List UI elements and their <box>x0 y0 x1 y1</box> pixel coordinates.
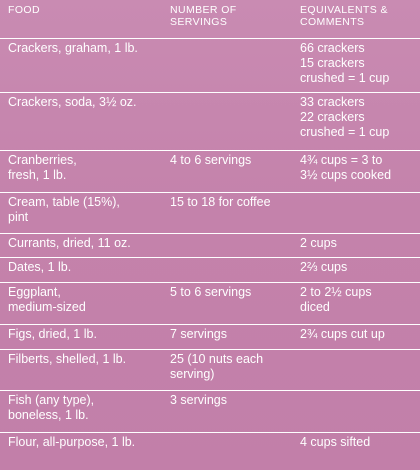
table-body <box>0 38 420 470</box>
servings-cell: 3 servings <box>170 393 227 407</box>
table-row <box>0 432 420 470</box>
food-cell: Crackers, soda, 3½ oz. <box>8 95 137 109</box>
servings-cell: 15 to 18 for coffee <box>170 195 271 209</box>
food-cell: Currants, dried, 11 oz. <box>8 236 131 250</box>
table-row <box>0 282 420 324</box>
servings-cell: 7 servings <box>170 327 227 341</box>
equivalents-cell: 2¾ cups cut up <box>300 327 385 341</box>
equivalents-cell: 33 crackers 22 crackers crushed = 1 cup <box>300 95 390 139</box>
food-cell: Cream, table (15%), pint <box>8 195 120 224</box>
food-cell: Crackers, graham, 1 lb. <box>8 41 138 55</box>
header-servings: NUMBER OF SERVINGS <box>170 4 237 28</box>
table-row <box>0 92 420 150</box>
food-cell: Cranberries, fresh, 1 lb. <box>8 153 77 182</box>
equivalents-cell: 4¾ cups = 3 to 3½ cups cooked <box>300 153 392 182</box>
equivalents-cell: 2 to 2½ cups diced <box>300 285 372 314</box>
table-row <box>0 324 420 349</box>
table-row <box>0 349 420 390</box>
table-header <box>0 0 420 38</box>
table-row <box>0 233 420 257</box>
table-row <box>0 38 420 92</box>
food-cell: Dates, 1 lb. <box>8 260 72 274</box>
servings-cell: 5 to 6 servings <box>170 285 252 299</box>
food-cell: Flour, all-purpose, 1 lb. <box>8 435 136 449</box>
header-food: FOOD <box>8 4 40 16</box>
food-cell: Eggplant, medium-sized <box>8 285 86 314</box>
food-cell: Figs, dried, 1 lb. <box>8 327 97 341</box>
equivalents-cell: 66 crackers 15 crackers crushed = 1 cup <box>300 41 390 85</box>
table-row <box>0 257 420 282</box>
equivalents-cell: 4 cups sifted <box>300 435 371 449</box>
food-cell: Filberts, shelled, 1 lb. <box>8 352 127 366</box>
equivalents-cell: 2 cups <box>300 236 337 250</box>
food-cell: Fish (any type), boneless, 1 lb. <box>8 393 95 422</box>
servings-cell: 25 (10 nuts each serving) <box>170 352 264 381</box>
table-row <box>0 150 420 192</box>
table-row <box>0 390 420 432</box>
table-row <box>0 192 420 233</box>
equivalents-cell: 2⅔ cups <box>300 260 348 274</box>
servings-cell: 4 to 6 servings <box>170 153 252 167</box>
header-equivalents: EQUIVALENTS & COMMENTS <box>300 4 388 28</box>
